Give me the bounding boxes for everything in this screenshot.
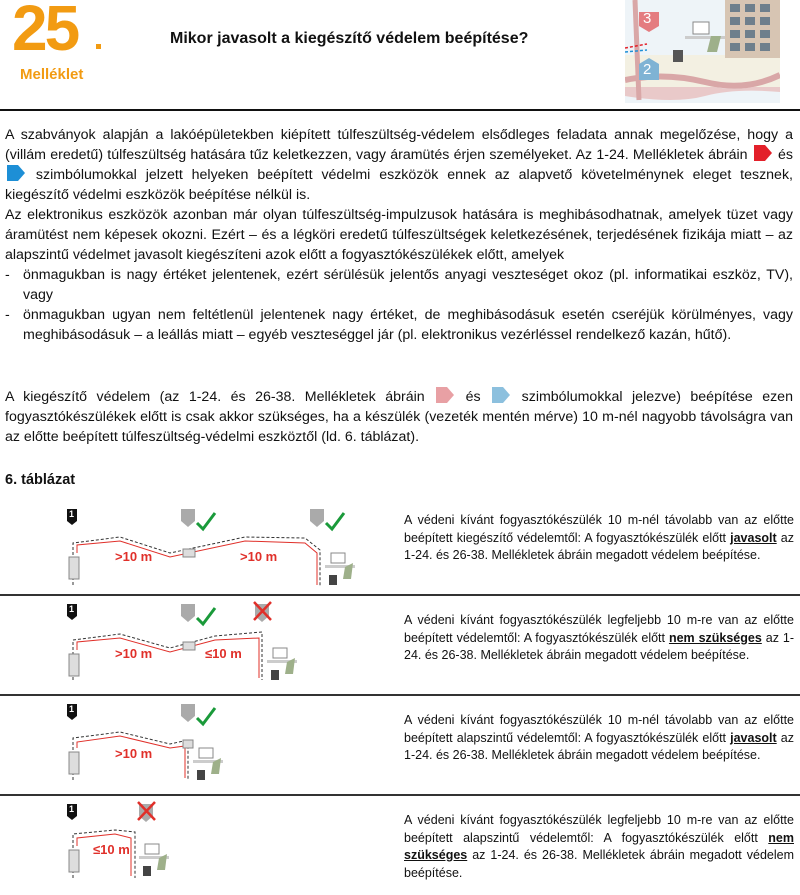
- row-3-description: A védeni kívánt fogyasztókészülék 10 m-nél távolabb van az előtte beépített alapszintű védelemtől: A fogyasztókészülék előtt javasolt az 1-24. és 26-38. Mellékletek ábráin megadott védelem beépítése.: [404, 713, 794, 762]
- emphasis: nem szükséges: [668, 630, 762, 645]
- row-divider: [0, 594, 800, 596]
- diagram-row-4: [55, 800, 375, 890]
- distance-label: >10 m: [240, 549, 278, 564]
- diagram-row-2: [55, 600, 375, 690]
- distance-label: >10 m: [115, 746, 153, 761]
- distance-label: ≤10 m: [205, 646, 242, 661]
- row-2-description: A védeni kívánt fogyasztókészülék legfeljebb 10 m-re van az előtte beépített védelemtől: A fogyasztókészülék előtt nem szükséges az 1-24. és 26-38. Mellékletek ábráin megadott védelem beépítése.: [404, 613, 794, 662]
- header-divider: [0, 109, 800, 111]
- red-extra-protection-symbol-icon: [436, 387, 454, 403]
- badge-2: 2: [643, 61, 652, 78]
- distance-label: >10 m: [115, 646, 153, 661]
- emphasis: nem szükséges: [404, 830, 794, 862]
- diagram-row-1: [55, 505, 375, 595]
- table-title: 6. táblázat: [5, 472, 76, 488]
- row-4-description: A védeni kívánt fogyasztókészülék legfeljebb 10 m-re van az előtte beépített alapszintű védelemtől: A fogyasztókészülék előtt nem szükséges az 1-24. és 26-38. Mellékletek ábráin megadott védelem beépítése.: [404, 813, 794, 880]
- badge-1: 1: [69, 704, 75, 714]
- emphasis: javasolt: [730, 730, 777, 745]
- blue-basic-protection-symbol-icon: [7, 165, 25, 181]
- bullet-item: - önmagukban ugyan nem feltétlenül jelentenek nagy értéket, de meghibásodásuk esetén cseréjük körülményes, vagy meghibásodásuk – a leállás miatt – egyéb veszteséggel jár (pl. elektronikus vezérléssel rendelkező kazán, hűtő).: [5, 307, 793, 343]
- emphasis: javasolt: [730, 530, 777, 545]
- header-illustration: [625, 0, 780, 103]
- row-divider: [0, 694, 800, 696]
- row-divider: [0, 794, 800, 796]
- page-title: Mikor javasolt a kiegészítő védelem beépítése?: [170, 30, 529, 47]
- intro-paragraph-2: Az elektronikus eszközök azonban már olyan túlfeszültség-impulzusok hatására is meghibásodhatnak, amelyek tüzet vagy áramütést nem képesek okozni. Ezért – és a légköri eredetű túlfeszültségek keletkezésének, terjedésének fizikája miatt – az alapszintű védelmet javasolt kiegészíteni azok előtt a fogyasztókészülékek előtt, amelyek: [5, 207, 793, 263]
- supplement-text: [5, 387, 793, 447]
- red-basic-protection-symbol-icon: [754, 145, 772, 161]
- intro-paragraph-3: A kiegészítő védelem (az 1-24. és 26-38. Mellékletek ábráin és szimbólumokkal jelezve) beépítése ezen fogyasztókészülékek előtt is csak akkor szükséges, ha a készülék (vezeték mentén mérve) 10 m-nél nagyobb távolságra van az előtte beépített túlfeszültség-védelmi eszköztől (ld. 6. táblázat).: [5, 389, 793, 445]
- diagram-row-3: [55, 700, 375, 790]
- badge-1: 1: [69, 604, 75, 614]
- badge-1: 1: [69, 509, 75, 519]
- distance-label: ≤10 m: [93, 842, 130, 857]
- badge-1: 1: [69, 804, 75, 814]
- annex-number: 25: [12, 0, 78, 64]
- bullet-item: - önmagukban is nagy értéket jelentenek, ezért sérülésük jelentős anyagi veszteséget okoz (pl. informatikai eszköz, TV), vagy: [5, 267, 793, 303]
- annex-label: Melléklet: [20, 66, 84, 83]
- distance-label: >10 m: [115, 549, 153, 564]
- intro-paragraph-1: A szabványok alapján a lakóépületekben kiépített túlfeszültség-védelem elsődleges feladata annak megelőzése, hogy a (villám eredetű) túlfeszültség hatására tűz keletkezzen, vagy áramütés érjen személyeket. Az 1-24. Mellékletek ábráin és szimbólumokkal jelzett helyeken beépített védelmi eszközök ennek az alapvető követelménynek eleget tesznek, kiegészítő védelmi eszközök beépítése nélkül is.: [5, 127, 793, 203]
- badge-3: 3: [643, 10, 652, 27]
- row-1-description: A védeni kívánt fogyasztókészülék 10 m-nél távolabb van az előtte beépített kiegészítő védelemtől: A fogyasztókészülék előtt javasolt az 1-24. és 26-38. Mellékletek ábráin megadott védelem beépítése.: [404, 513, 794, 562]
- blue-extra-protection-symbol-icon: [492, 387, 510, 403]
- annex-number-dot: [96, 44, 101, 49]
- intro-text: [5, 125, 793, 345]
